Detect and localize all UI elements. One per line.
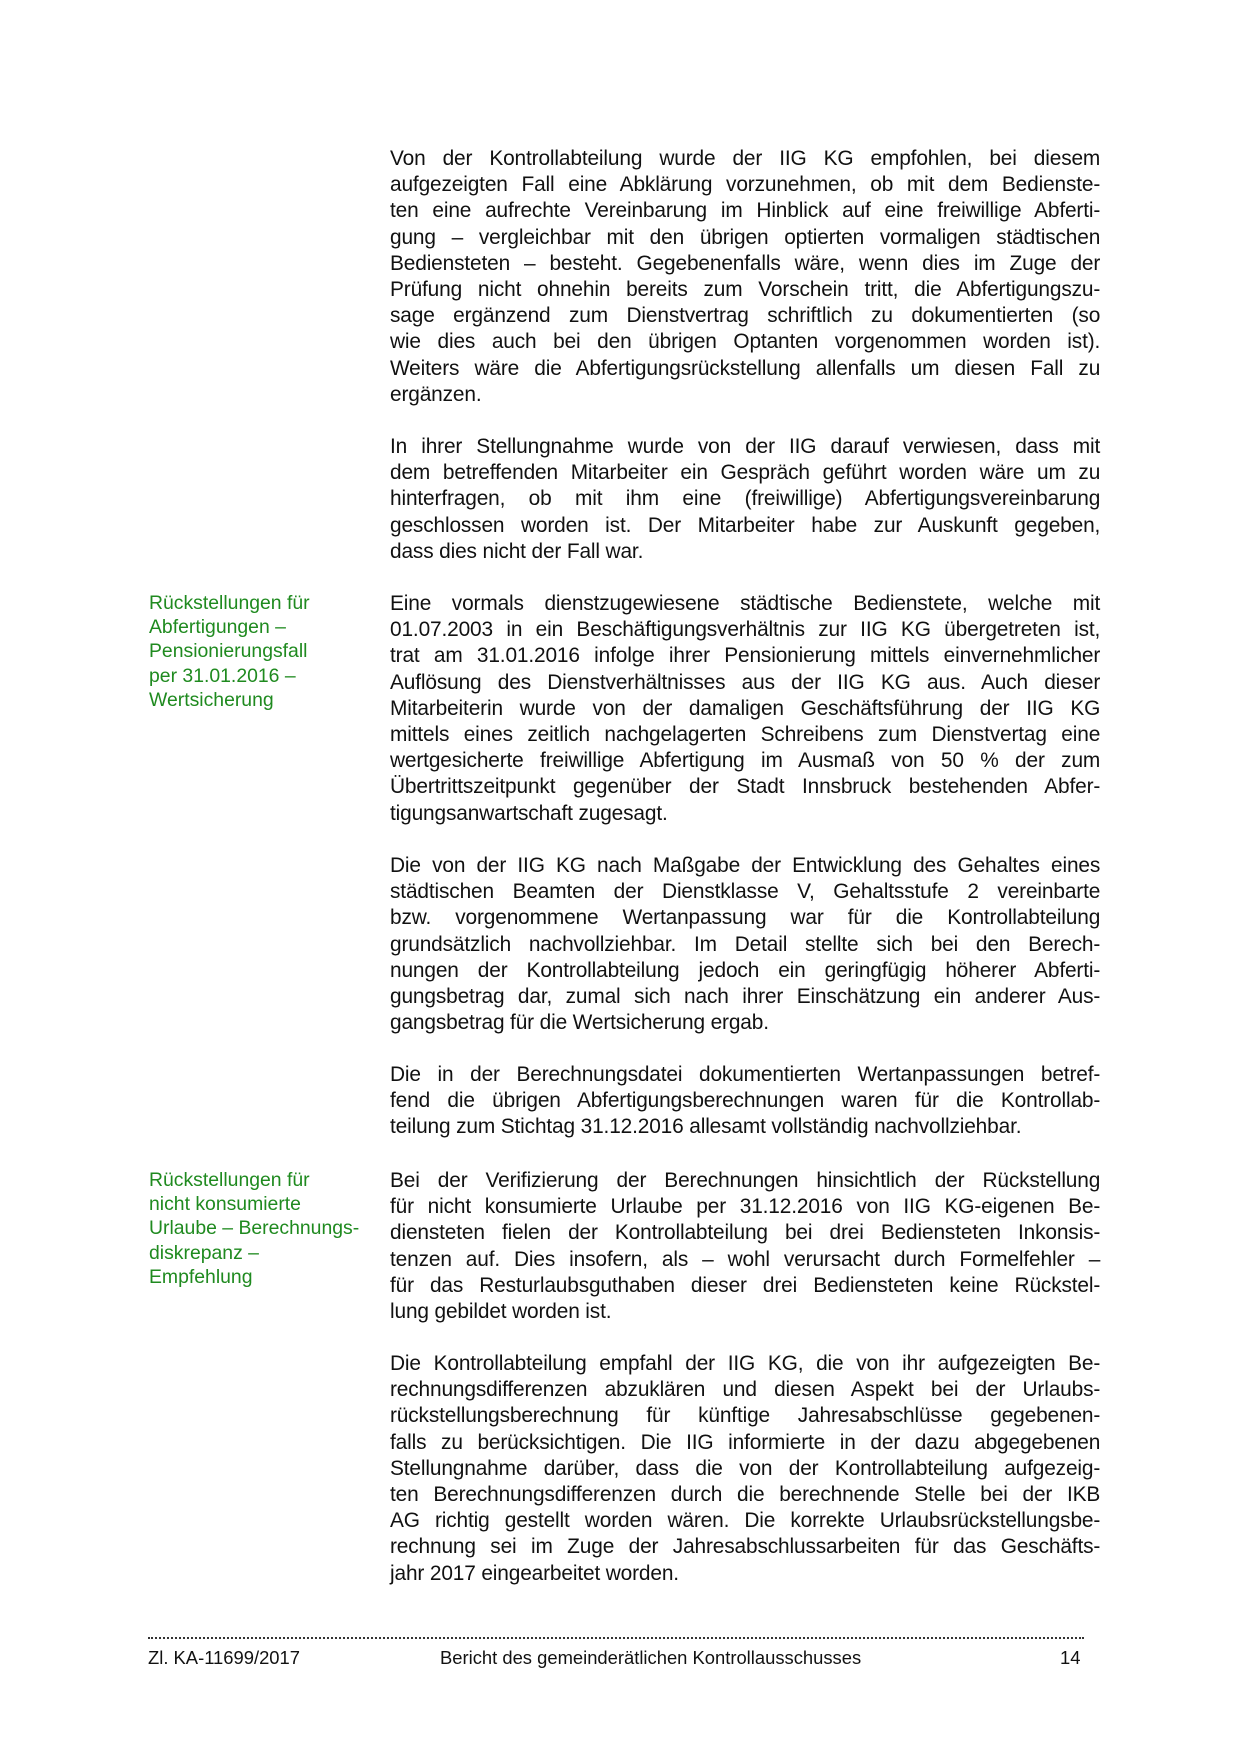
text-line: trat am 31.01.2016 infolge ihrer Pensionierung mittels einvernehmlicher xyxy=(390,644,1101,668)
text-line: gung – vergleichbar mit den übrigen optierten vormaligen städtischen xyxy=(390,225,1101,249)
text-line: rechnungsdifferenzen abzuklären und diesen Aspekt bei der Urlaubs- xyxy=(390,1378,1101,1402)
text-line: für nicht konsumierte Urlaube per 31.12.2016 von IIG KG-eigenen Be- xyxy=(390,1195,1101,1219)
text-line: rückstellungsberechnung für künftige Jahresabschlüsse gegebenen- xyxy=(390,1404,1101,1428)
text-line: nungen der Kontrollabteilung jedoch ein geringfügig höherer Abferti- xyxy=(390,958,1101,982)
text-line: Mitarbeiterin wurde von der damaligen Geschäftsführung der IIG KG xyxy=(390,696,1101,720)
text-line: rechnung sei im Zuge der Jahresabschlussarbeiten für das Geschäfts- xyxy=(390,1535,1101,1559)
text-line: wie dies auch bei den übrigen Optanten vorgenommen worden ist). xyxy=(390,330,1101,354)
text-line: falls zu berücksichtigen. Die IIG informierte in der dazu abgegebenen xyxy=(390,1430,1101,1454)
text-line: ten Berechnungsdifferenzen durch die berechnende Stelle bei der IKB xyxy=(390,1483,1101,1507)
text-line: Eine vormals dienstzugewiesene städtische Bedienstete, welche mit xyxy=(390,592,1101,615)
text-line: Prüfung nicht ohnehin bereits zum Vorschein tritt, die Abfertigungszu- xyxy=(390,278,1101,302)
paragraph-stellungnahme-iig xyxy=(390,434,1100,565)
text-line: mittels eines zeitlich nachgelagerten Schreibens zum Dienstvertag eine xyxy=(390,723,1101,747)
text-line: aufgezeigten Fall eine Abklärung vorzunehmen, ob mit dem Bedienste- xyxy=(390,173,1101,197)
paragraph-pensionierungsfall xyxy=(390,591,1100,827)
text-line: Die in der Berechnungsdatei dokumentierten Wertanpassungen betref- xyxy=(390,1063,1101,1086)
text-line: bzw. vorgenommene Wertanpassung war für die Kontrollabteilung xyxy=(390,906,1101,930)
margin-note-urlaube-diskrepanz xyxy=(149,1168,379,1289)
footer-dotted-rule xyxy=(148,1637,1084,1639)
text-line: Die von der IIG KG nach Maßgabe der Entwicklung des Gehaltes eines xyxy=(390,854,1101,877)
paragraph-empfehlung-abklaerung xyxy=(390,146,1100,408)
text-line: tigungsanwartschaft zugesagt. xyxy=(390,801,668,825)
text-line: städtischen Beamten der Dienstklasse V, Gehaltsstufe 2 vereinbarte xyxy=(390,880,1101,904)
text-line: geschlossen worden ist. Der Mitarbeiter habe zur Auskunft gegeben, xyxy=(390,513,1101,537)
margin-note-line: Urlaube – Berechnungs- xyxy=(149,1217,360,1240)
paragraph-wertanpassung xyxy=(390,853,1100,1036)
text-line: Auflösung des Dienstverhältnisses aus der IIG KG aus. Auch dieser xyxy=(390,670,1101,694)
text-line: teilung zum Stichtag 31.12.2016 allesamt vollständig nachvollziehbar. xyxy=(390,1115,1022,1139)
text-line: Bediensteten – besteht. Gegebenenfalls wäre, wenn dies im Zuge der xyxy=(390,251,1101,275)
text-line: für das Resturlaubsguthaben dieser drei Bediensteten keine Rückstel- xyxy=(390,1273,1101,1297)
text-line: AG richtig gestellt worden wären. Die korrekte Urlaubsrückstellungsbe- xyxy=(390,1509,1101,1533)
text-line: sage ergänzend zum Dienstvertrag schriftlich zu dokumentierten (so xyxy=(390,304,1101,328)
text-line: dass dies nicht der Fall war. xyxy=(390,539,644,563)
text-line: Stellungnahme darüber, dass die von der Kontrollabteilung aufgezeig- xyxy=(390,1456,1101,1480)
text-line: gungsbetrag dar, zumal sich nach ihrer Einschätzung ein anderer Aus- xyxy=(390,985,1101,1009)
text-line: In ihrer Stellungnahme wurde von der IIG darauf verwiesen, dass mit xyxy=(390,435,1101,458)
footer-page-number: 14 xyxy=(1060,1647,1081,1668)
footer-reference: Zl. KA-11699/2017 xyxy=(148,1647,300,1668)
text-line: diensteten fielen der Kontrollabteilung bei drei Bediensteten Inkonsis- xyxy=(390,1221,1101,1245)
text-line: Weiters wäre die Abfertigungsrückstellung allenfalls um diesen Fall zu xyxy=(390,356,1101,380)
margin-note-line: diskrepanz – xyxy=(149,1241,259,1264)
text-line: gangsbetrag für die Wertsicherung ergab. xyxy=(390,1011,769,1035)
margin-note-line: nicht konsumierte xyxy=(149,1193,301,1216)
margin-note-line: Empfehlung xyxy=(149,1265,253,1288)
text-line: Von der Kontrollabteilung wurde der IIG KG empfohlen, bei diesem xyxy=(390,147,1101,170)
paragraph-urlaubsrueckstellung xyxy=(390,1168,1100,1325)
text-line: Bei der Verifizierung der Berechnungen hinsichtlich der Rückstellung xyxy=(390,1169,1101,1192)
margin-note-line: Pensionierungsfall xyxy=(149,640,308,663)
margin-note-line: Wertsicherung xyxy=(149,688,274,711)
text-line: tenzen auf. Dies insofern, als – wohl verursacht durch Formelfehler – xyxy=(390,1247,1101,1271)
text-line: ergänzen. xyxy=(390,382,482,406)
footer-report-title: Bericht des gemeinderätlichen Kontrollausschusses xyxy=(440,1647,862,1668)
margin-note-line: Rückstellungen für xyxy=(149,592,310,614)
margin-note-line: Abfertigungen – xyxy=(149,616,286,639)
text-line: grundsätzlich nachvollziehbar. Im Detail stellte sich bei den Berech- xyxy=(390,932,1101,956)
text-line: fend die übrigen Abfertigungsberechnungen waren für die Kontrollab- xyxy=(390,1089,1101,1113)
paragraph-empfehlung-urlaub xyxy=(390,1351,1100,1587)
text-line: ten eine aufrechte Vereinbarung im Hinblick auf eine freiwillige Abferti- xyxy=(390,199,1101,223)
text-line: jahr 2017 eingearbeitet worden. xyxy=(390,1561,679,1585)
margin-note-line: per 31.01.2016 – xyxy=(149,664,296,687)
text-line: wertgesicherte freiwillige Abfertigung im Ausmaß von 50 % der zum xyxy=(390,749,1101,773)
margin-note-line: Rückstellungen für xyxy=(149,1169,310,1191)
text-line: lung gebildet worden ist. xyxy=(390,1300,612,1324)
text-line: Übertrittszeitpunkt gegenüber der Stadt Innsbruck bestehenden Abfer- xyxy=(390,775,1101,799)
text-line: 01.07.2003 in ein Beschäftigungsverhältnis zur IIG KG übergetreten ist, xyxy=(390,618,1101,642)
text-line: Die Kontrollabteilung empfahl der IIG KG, die von ihr aufgezeigten Be- xyxy=(390,1352,1101,1375)
paragraph-berechnungsdatei xyxy=(390,1062,1100,1141)
text-line: dem betreffenden Mitarbeiter ein Gespräch geführt worden wäre um zu xyxy=(390,461,1101,485)
margin-note-abfertigung-pensionierung xyxy=(149,591,379,712)
text-line: hinterfragen, ob mit ihm eine (freiwillige) Abfertigungsvereinbarung xyxy=(390,487,1101,511)
